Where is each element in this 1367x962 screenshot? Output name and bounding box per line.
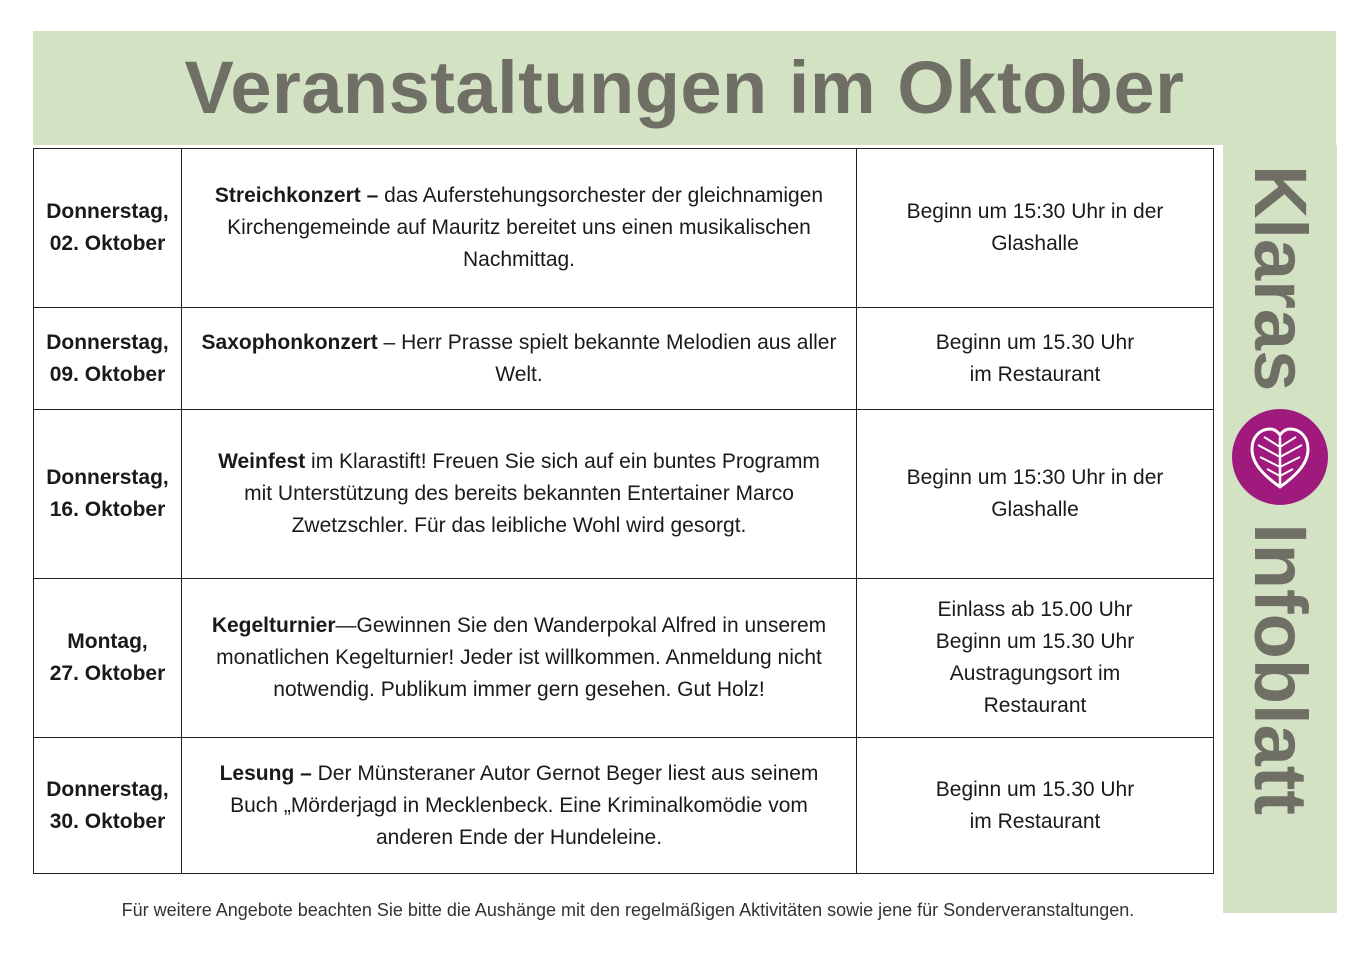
event-row [34,308,1214,410]
event-row [34,410,1214,579]
event-text: Gewinnen Sie den Wanderpokal Alfred in unserem monatlichen Kegelturnier! Jeder ist willkommen. Anmeldung nicht notwendig. Publikum immer gern gesehen. Gut Holz! [216,614,827,701]
event-time [857,149,1214,308]
event-time [857,579,1214,738]
event-time-line: Beginn um 15:30 Uhr in der [906,200,1164,223]
event-weekday: Donnerstag, [46,777,169,801]
event-text: Der Münsteraner Autor Gernot Beger liest aus seinem Buch „Mörderjagd in Mecklenbeck. Eine Kriminalkomödie vom anderen Ende der Hundeleine. [230,761,819,849]
event-description [182,738,857,874]
event-weekday: Donnerstag, [46,466,169,489]
event-time-line: Beginn um 15.30 Uhr [935,777,1135,801]
event-time-line: Beginn um 15.30 Uhr [935,630,1135,653]
event-name: Streichkonzert [214,184,361,207]
event-separator: – [294,761,318,785]
event-day: 30. Oktober [49,809,166,833]
event-date [34,738,182,874]
event-day: 09. Oktober [49,362,166,386]
event-date [34,149,182,308]
event-weekday: Donnerstag, [46,200,169,223]
event-description [182,579,857,738]
event-description [182,308,857,410]
event-text: im Klarastift! Freuen Sie sich auf ein buntes Programm mit Unterstützung des bereits bekannten Entertainer Marco Zwetzschler. Für das leibliche Wohl wird gesorgt. [244,450,820,537]
event-row [34,579,1214,738]
event-date [34,410,182,579]
side-title-word-1: Klaras [1239,164,1322,392]
event-time-line: im Restaurant [969,809,1101,833]
leaf-heart-icon [1230,407,1330,507]
event-row [34,149,1214,308]
event-row [34,738,1214,874]
event-time [857,738,1214,874]
event-name: Kegelturnier [211,614,336,637]
event-day: 16. Oktober [49,498,166,521]
event-time-line: Beginn um 15:30 Uhr in der [906,466,1164,489]
event-time-line: Austragungsort im [949,662,1121,685]
event-time-line: Glashalle [991,232,1079,255]
event-text: Herr Prasse spielt bekannte Melodien aus aller Welt. [401,330,837,386]
event-time-line: im Restaurant [969,362,1101,386]
side-title [1230,165,1330,815]
footer-note: Für weitere Angebote beachten Sie bitte die Aushänge mit den regelmäßigen Aktivitäten sowie jene für Sonderveranstaltungen. [121,900,1135,920]
event-time [857,410,1214,579]
event-time-line: Glashalle [991,498,1079,521]
event-time-line: Beginn um 15.30 Uhr [935,330,1135,354]
page-title: Veranstaltungen im Oktober [184,46,1185,129]
event-separator: – [360,184,385,207]
event-description [182,410,857,579]
event-description [182,149,857,308]
event-name: Weinfest [218,450,306,473]
event-text: das Auferstehungsorchester der gleichnamigen Kirchengemeinde auf Mauritz bereitet uns einen musikalischen Nachmittag. [227,184,824,271]
side-title-word-2: Infoblatt [1239,523,1322,816]
event-separator: — [335,614,357,637]
event-time-line: Einlass ab 15.00 Uhr [937,598,1133,621]
event-weekday: Montag, [67,630,148,653]
event-day: 02. Oktober [49,232,166,255]
event-day: 27. Oktober [49,662,166,685]
event-time [857,308,1214,410]
event-weekday: Donnerstag, [46,330,169,354]
event-separator: – [377,330,402,354]
event-name: Lesung [219,761,295,785]
event-name: Saxophonkonzert [201,330,378,354]
event-time-line: Restaurant [983,694,1087,717]
event-date [34,308,182,410]
events-table [33,148,1214,874]
event-date [34,579,182,738]
